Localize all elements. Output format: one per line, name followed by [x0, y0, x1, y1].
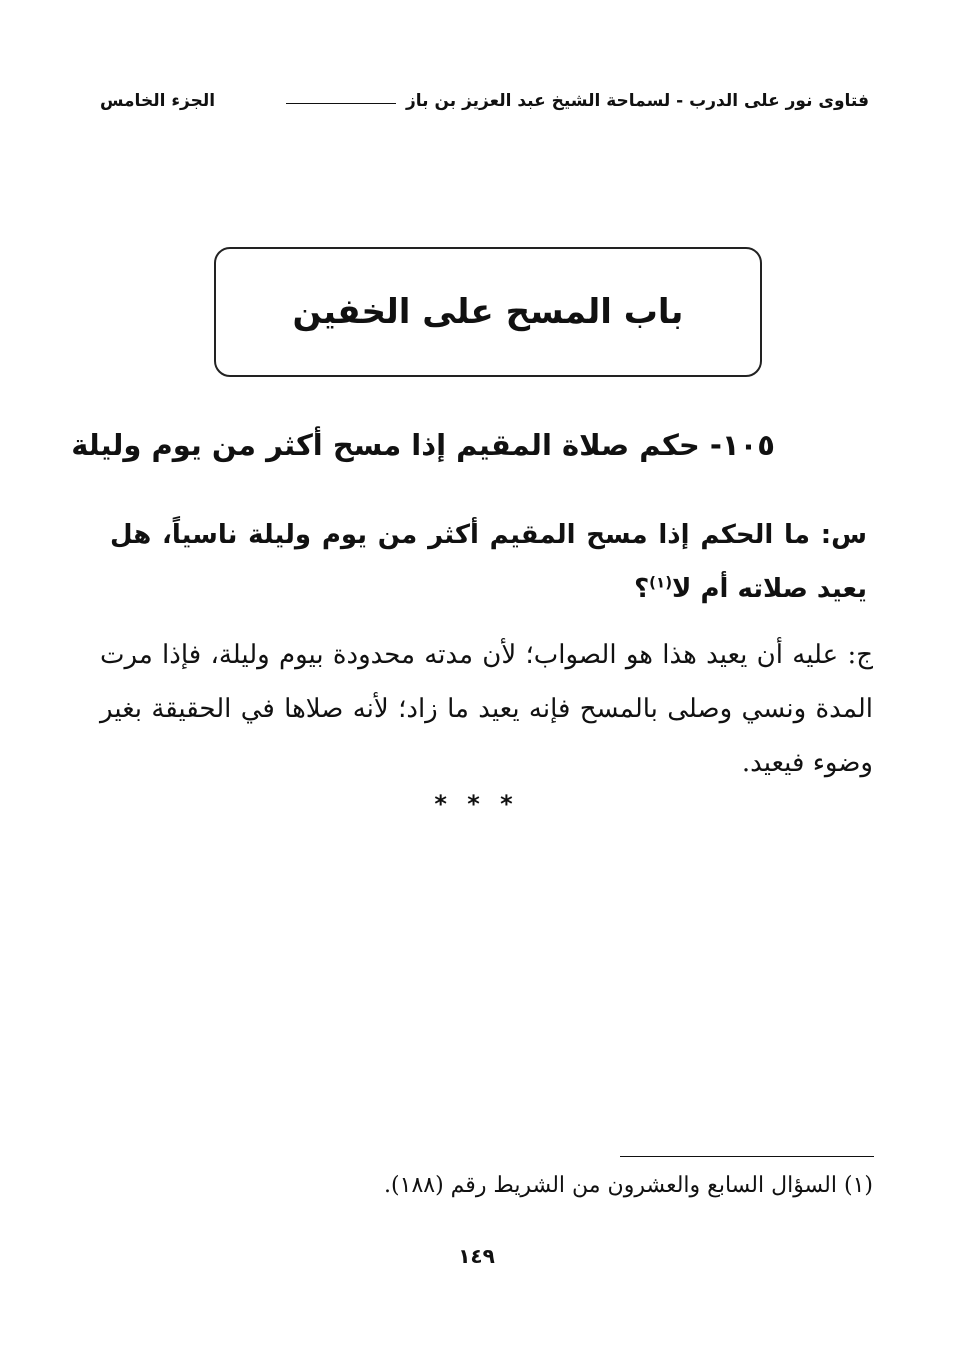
chapter-title: باب المسح على الخفين: [292, 292, 684, 332]
chapter-title-box: [214, 247, 762, 377]
answer-prefix: ج:: [847, 640, 874, 670]
answer-text: عليه أن يعيد هذا هو الصواب؛ لأن مدته محدودة بيوم وليلة، فإذا مرت المدة ونسي وصلى بالمسح فإنه يعيد ما زاد؛ لأنه صلاها في الحقيقة بغير وضوء فيعيد.: [100, 640, 873, 778]
footnote-rule: [620, 1156, 874, 1157]
header-separator-line: [286, 103, 396, 104]
header-right: [276, 91, 869, 111]
page-number: ١٤٩: [458, 1244, 495, 1268]
section-separator: * * *: [434, 790, 519, 818]
fatwa-title: ١٠٥- حكم صلاة المقيم إذا مسح أكثر من يوم وليلة: [71, 428, 775, 462]
question-text: ما الحكم إذا مسح المقيم أكثر من يوم وليلة ناسياً، هل يعيد صلاته أم لا: [110, 520, 867, 604]
footnote-reference: (١): [649, 573, 673, 592]
book-title: فتاوى نور على الدرب - لسماحة الشيخ عبد العزيز بن باز: [406, 91, 869, 111]
question-prefix: س:: [820, 520, 867, 550]
question-paragraph: [110, 508, 867, 616]
volume-label: الجزء الخامس: [100, 91, 216, 111]
running-header: [100, 86, 869, 116]
question-mark: ؟: [634, 574, 650, 604]
answer-paragraph: [100, 628, 873, 790]
footnote: (١) السؤال السابع والعشرون من الشريط رقم (١٨٨).: [384, 1173, 873, 1198]
